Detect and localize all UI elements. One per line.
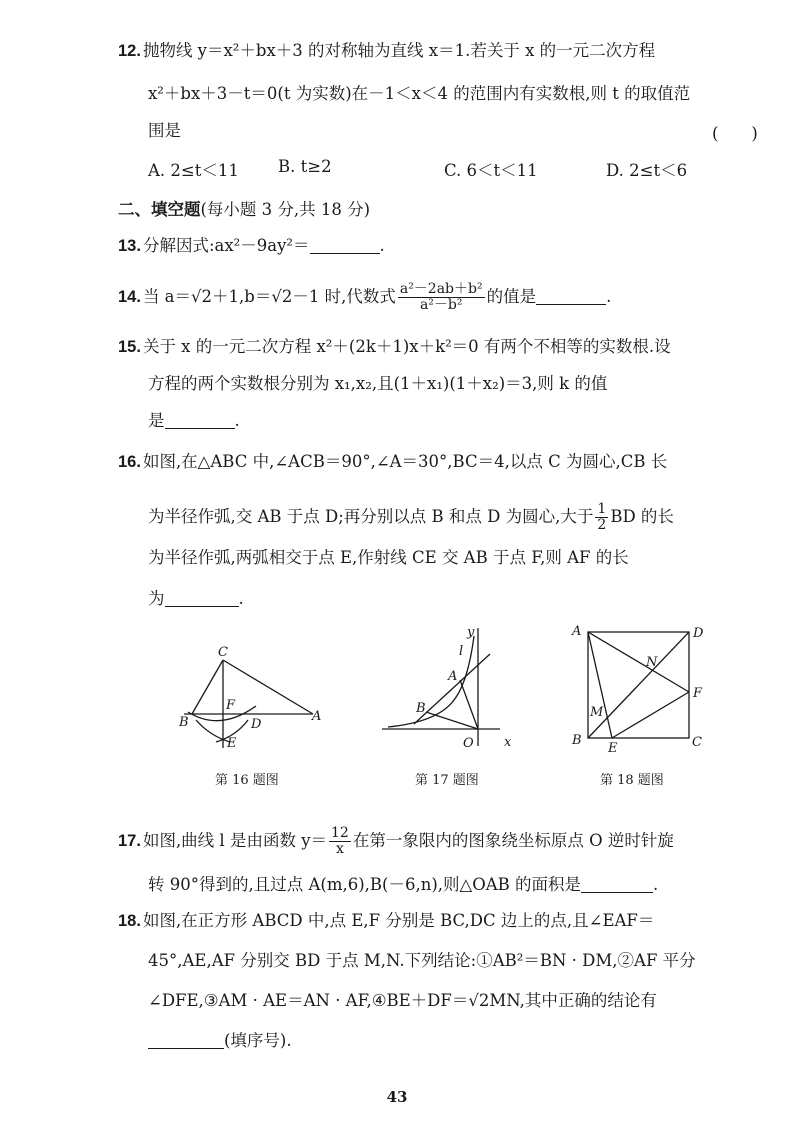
q13-end: . — [379, 236, 385, 255]
fig17-label-l: l — [459, 644, 464, 659]
q16-frac-numerator: 1 — [597, 501, 607, 517]
q16-fraction — [595, 502, 608, 533]
fig16-label-c: C — [218, 645, 228, 660]
q17-frac-numerator: 12 — [331, 825, 349, 841]
fig17-label-y: y — [467, 625, 475, 640]
q16-line3: 为半径作弧,两弧相交于点 E,作射线 CE 交 AB 于点 F,则 AF 的长 — [148, 548, 629, 567]
q17-line1 — [118, 826, 674, 857]
figure-16 — [170, 640, 340, 750]
fig18-label-b: B — [572, 733, 582, 748]
q13-number: 13. — [118, 237, 141, 255]
page-number: 43 — [386, 1088, 408, 1106]
fig17-label-o: O — [463, 736, 474, 751]
q15-number: 15. — [118, 338, 141, 356]
section-title: 二、填空题 — [118, 201, 201, 219]
fig18-label-e: E — [608, 741, 618, 756]
fig18-segment-ef — [612, 692, 689, 738]
q16-number: 16. — [118, 453, 141, 471]
q16-line2 — [148, 502, 674, 533]
q15-text-3: 是 — [148, 411, 165, 430]
fig16-side-cb — [192, 660, 223, 714]
q12-line2: x²＋bx＋3－t＝0(t 为实数)在－1＜x＜4 的范围内有实数根,则 t 的取值范 — [148, 84, 691, 103]
fig18-segment-af — [588, 632, 689, 692]
q18-text-1: 如图,在正方形 ABCD 中,点 E,F 分别是 BC,DC 边上的点,且∠EAF＝ — [142, 911, 655, 930]
fig16-caption: 第 16 题图 — [215, 773, 279, 788]
q18-text-4: (填序号). — [224, 1031, 292, 1050]
q12-option-b: B. t≥2 — [278, 157, 332, 176]
q12-number: 12. — [118, 42, 141, 60]
q12-line3: 围是 — [148, 121, 181, 140]
q14-post: 的值是 — [486, 287, 537, 306]
q16-text-2a: 为半径作弧,交 AB 于点 D;再分别以点 B 和点 D 为圆心,大于 — [148, 507, 594, 526]
fig18-label-a: A — [572, 624, 582, 639]
q18-number: 18. — [118, 912, 141, 930]
q15-line3 — [148, 410, 240, 432]
fig18-label-m: M — [590, 705, 604, 720]
q17-fraction — [329, 826, 351, 857]
section-heading — [118, 196, 370, 220]
q17-text-2: 转 90°得到的,且过点 A(m,6),B(－6,n),则△OAB 的面积是 — [148, 875, 582, 894]
q14-line — [118, 282, 611, 313]
section-note: (每小题 3 分,共 18 分) — [200, 200, 371, 219]
q16-end: . — [238, 589, 244, 608]
q12-option-a: A. 2≤t＜11 — [148, 161, 239, 180]
figure-17 — [378, 624, 518, 754]
q15-line2: 方程的两个实数根分别为 x₁,x₂,且(1＋x₁)(1＋x₂)＝3,则 k 的值 — [148, 374, 608, 393]
fig17-label-a: A — [448, 669, 458, 684]
q15-line1 — [118, 336, 671, 358]
q16-text-1: 如图,在△ABC 中,∠ACB＝90°,∠A＝30°,BC＝4,以点 C 为圆心,CB 长 — [142, 452, 668, 471]
q14-pre: 当 a＝√2＋1,b＝√2－1 时,代数式 — [142, 287, 396, 306]
q16-frac-denominator: 2 — [597, 517, 607, 533]
q17-line2 — [148, 874, 658, 896]
fig17-label-b: B — [416, 701, 426, 716]
fig16-label-b: B — [179, 715, 189, 730]
q15-text-1: 关于 x 的一元二次方程 x²＋(2k＋1)x＋k²＝0 有两个不相等的实数根.设 — [142, 337, 671, 356]
fig18-segment-ae — [588, 632, 612, 738]
q14-frac-numerator: a²－2ab＋b² — [399, 281, 483, 297]
q12-option-d: D. 2≤t＜6 — [606, 161, 688, 180]
q12-line1 — [118, 40, 655, 62]
fig16-arc-cb — [188, 706, 256, 721]
q12-option-c: C. 6＜t＜11 — [444, 161, 538, 180]
q13-text: 分解因式:ax²－9ay²＝ — [142, 236, 310, 255]
q16-line1 — [118, 451, 667, 473]
q16-text-2b: BD 的长 — [610, 507, 674, 526]
fig17-label-x: x — [504, 735, 512, 750]
q14-answer-blank[interactable] — [536, 288, 606, 305]
q17-frac-denominator: x — [335, 841, 344, 857]
q12-answer-paren: ( ) — [712, 124, 758, 143]
fig16-label-a: A — [312, 709, 322, 724]
fig18-caption: 第 18 题图 — [600, 773, 664, 788]
q13-answer-blank[interactable] — [310, 237, 380, 254]
q16-text-4: 为 — [148, 589, 165, 608]
q14-fraction — [398, 282, 485, 313]
fig17-segment-oa — [460, 680, 478, 729]
q17-number: 17. — [118, 832, 141, 850]
fig17-segment-ob — [426, 712, 478, 729]
q13-line — [118, 235, 385, 257]
figure-18 — [568, 622, 718, 756]
q17-end: . — [653, 875, 659, 894]
fig17-caption: 第 17 题图 — [415, 773, 479, 788]
fig18-label-f: F — [693, 686, 703, 701]
fig16-label-d: D — [251, 717, 262, 732]
q15-end: . — [234, 411, 240, 430]
fig16-side-ca — [223, 660, 313, 714]
fig18-label-c: C — [692, 735, 702, 750]
q18-line4 — [148, 1030, 292, 1052]
fig16-label-f: F — [226, 698, 236, 713]
q16-line4 — [148, 588, 244, 610]
q12-text-1: 抛物线 y＝x²＋bx＋3 的对称轴为直线 x＝1.若关于 x 的一元二次方程 — [142, 41, 656, 60]
q17-answer-blank[interactable] — [581, 876, 653, 893]
q16-answer-blank[interactable] — [165, 590, 239, 607]
q14-frac-denominator: a²－b² — [419, 297, 463, 313]
q18-answer-blank[interactable] — [148, 1032, 224, 1049]
q18-line2: 45°,AE,AF 分别交 BD 于点 M,N.下列结论:①AB²＝BN · DM,②AF 平分 — [148, 951, 696, 970]
fig18-label-n: N — [646, 655, 658, 670]
fig16-label-e: E — [227, 736, 237, 751]
q17-pre: 如图,曲线 l 是由函数 y＝ — [142, 831, 328, 850]
q15-answer-blank[interactable] — [165, 412, 235, 429]
q14-end: . — [606, 287, 612, 306]
q18-line3: ∠DFE,③AM · AE＝AN · AF,④BE＋DF＝√2MN,其中正确的结论有 — [148, 991, 657, 1010]
fig18-label-d: D — [693, 626, 704, 641]
q18-line1 — [118, 910, 654, 932]
q17-post: 在第一象限内的图象绕坐标原点 O 逆时针旋 — [352, 831, 674, 850]
q14-number: 14. — [118, 288, 141, 306]
